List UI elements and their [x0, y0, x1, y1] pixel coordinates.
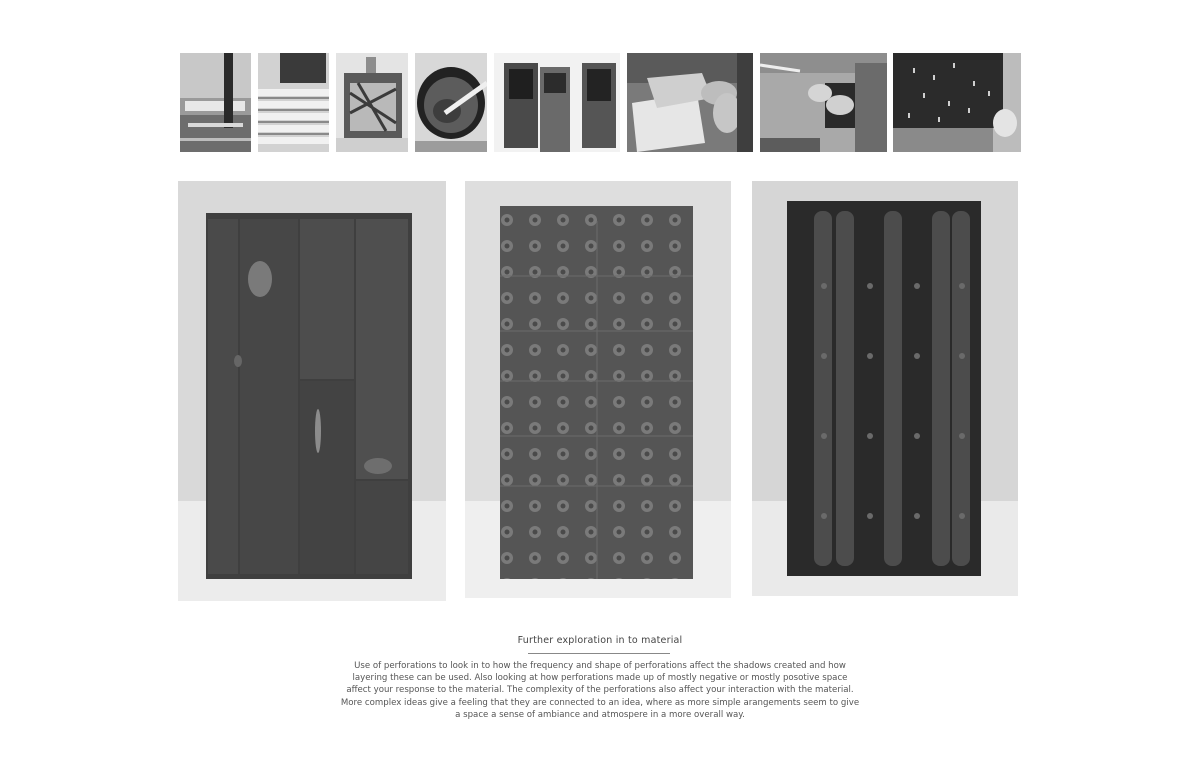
dotted-grid-concrete-sample [465, 181, 731, 598]
mould-box-photo [336, 53, 408, 152]
wood-grain-concrete-sample [178, 181, 446, 601]
hands-at-table-photo [760, 53, 887, 152]
workbench-clamp-photo [180, 53, 251, 152]
caption-body: Use of perforations to look in to how the frequency and shape of perforations affect the shadows created and how layering these can be used. Also looking at how perforations made up of mostly negative or mostly posotive space affect your response to the material. The complexity of the perforations also affect your interaction with the material. More complex ideas give a feeling that they are connected to an idea, where as more simple arangements seem to give a space a sense of ambiance and atmospere in a more overall way. [340, 661, 860, 720]
slatted-wood-mould-photo [258, 53, 329, 152]
process-photo-strip [180, 53, 1021, 152]
mixing-bucket-photo [415, 53, 487, 152]
dark-panel-nails-photo [893, 53, 1021, 152]
ribbed-concrete-sample [752, 181, 1018, 596]
caption-divider [528, 653, 670, 654]
demoulding-photo [627, 53, 753, 152]
three-moulds-photo [494, 53, 620, 152]
caption-title: Further exploration in to material [517, 635, 683, 646]
